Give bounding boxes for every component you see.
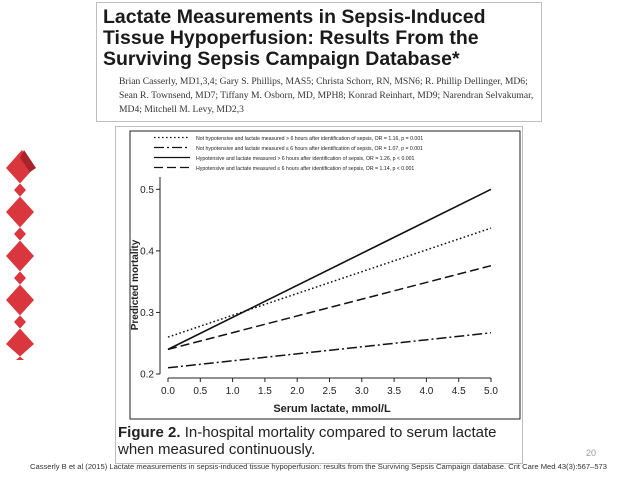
figure-caption: [118, 424, 522, 458]
figure-label: Figure 2.: [118, 424, 181, 441]
legend-entry-3: Hypotensive and lactate measured > 6 hours after identification of sepsis, OR = 1.26, p < 0.001: [196, 156, 415, 162]
mortality-line-chart: [116, 127, 522, 423]
x-axis-label: Serum lactate, mmol/L: [273, 403, 391, 415]
series-line-4: [168, 266, 491, 350]
x-tick-label: 4.0: [419, 386, 434, 397]
article-authors: Brian Casserly, MD1,3,4; Gary S. Phillips, MAS5; Christa Schorr, RN, MSN6; R. Phillip Dellinger, MD6; Sean R. Townsend, MD7; Tiffany M. Osborn, MD, MPH8; Konrad Reinhart, MD9; Narendran Selvakumar, MD4; Mitchell M. Levy, MD2,3: [119, 76, 534, 115]
x-tick-label: 5.0: [484, 386, 498, 397]
x-tick-label: 1.5: [257, 386, 272, 397]
chart-frame: [130, 131, 520, 419]
x-tick-label: 3.5: [387, 386, 402, 397]
x-tick-label: 4.5: [451, 386, 466, 397]
y-tick-label: 0.5: [140, 184, 154, 196]
y-tick-label: 0.2: [140, 369, 154, 381]
figure-panel: [115, 126, 523, 464]
series-line-1: [168, 228, 491, 337]
citation: Casserly B et al (2015) Lactate measurements in sepsis-induced tissue hypoperfusion: results from the Surviving Sepsis Campaign database. Crit Care Med 43(3):567–573: [30, 462, 607, 471]
article-header: [96, 2, 542, 122]
series-line-3: [168, 189, 491, 349]
x-tick-label: 2.5: [322, 386, 337, 397]
y-tick-label: 0.4: [140, 246, 154, 258]
figure-caption-text: In-hospital mortality compared to serum lactate when measured continuously.: [118, 424, 497, 458]
x-tick-label: 3.0: [354, 386, 369, 397]
article-title: Lactate Measurements in Sepsis-Induced Tissue Hypoperfusion: Results From the Surviving Sepsis Campaign Database*: [103, 6, 486, 70]
y-axis-label: Predicted mortality: [130, 239, 141, 331]
x-tick-label: 1.0: [225, 386, 240, 397]
legend-entry-4: Hypotensive and lactate measured ≤ 6 hours after identification of sepsis, OR = 1.14, p < 0.001: [196, 166, 415, 172]
x-tick-label: 0.0: [161, 386, 175, 397]
x-tick-label: 0.5: [193, 386, 208, 397]
legend-entry-2: Not hypotensive and lactate measured ≤ 6 hours after identification of sepsis, OR = 1.07, p = 0.001: [196, 146, 423, 152]
series-line-2: [168, 333, 491, 368]
red-ribbon-decoration: [0, 0, 40, 478]
legend-entry-1: Not hypotensive and lactate measured > 6 hours after identification of sepsis, OR = 1.16, p = 0.001: [196, 136, 424, 142]
y-tick-label: 0.3: [140, 307, 154, 319]
page-number: 20: [586, 448, 597, 458]
x-tick-label: 2.0: [290, 386, 305, 397]
